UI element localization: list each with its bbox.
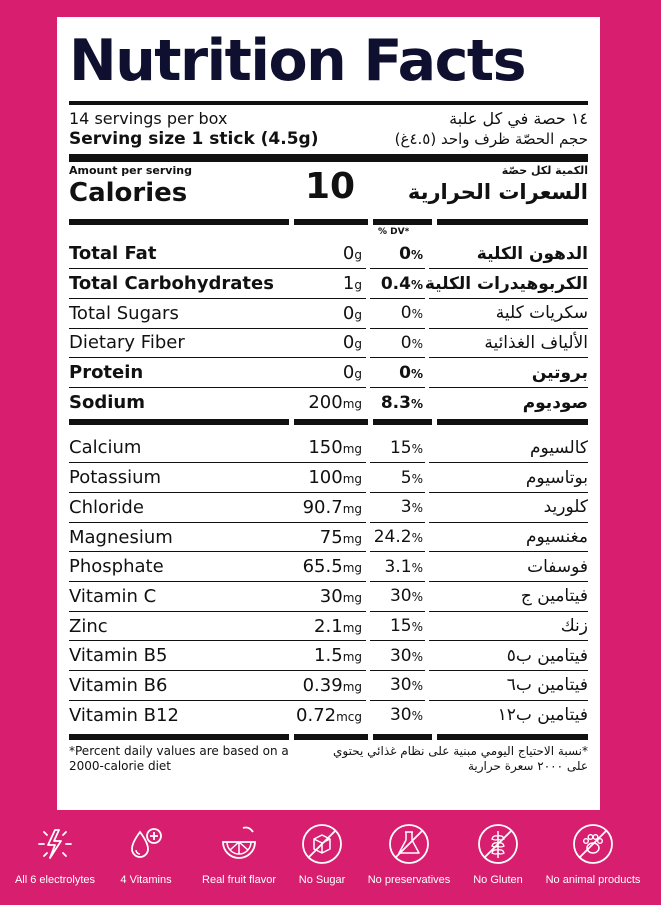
servings-per-box-en: 14 servings per box	[69, 109, 228, 128]
amount-value: 65.5	[302, 556, 343, 578]
percent-sign: %	[410, 277, 423, 292]
nutrient-name: Dietary Fiber	[69, 328, 289, 358]
amount-unit: mg	[342, 679, 362, 694]
nutrient-amount	[289, 328, 368, 358]
percent-sign: %	[411, 471, 423, 486]
dv-value: 0	[399, 362, 411, 383]
nutrient-name: Calcium	[69, 433, 289, 463]
amount-value: 0	[342, 302, 355, 324]
amount-value: 90.7	[302, 496, 343, 518]
badge-label: All 6 electrolytes	[14, 874, 96, 886]
nutrient-dv	[368, 298, 427, 328]
nutrient-name: Protein	[69, 358, 289, 388]
segmented-divider	[69, 419, 588, 425]
badge-item	[472, 818, 524, 870]
percent-sign: %	[411, 441, 423, 456]
nutrient-dv	[368, 611, 427, 641]
footnote	[69, 744, 588, 774]
nutrient-amount	[289, 522, 368, 552]
percent-sign: %	[411, 590, 423, 605]
percent-sign: %	[410, 396, 423, 411]
no-sugar-cube-icon	[296, 818, 348, 870]
amount-unit: mg	[342, 531, 362, 546]
page-title: Nutrition Facts	[69, 28, 526, 94]
amount-value: 200	[308, 392, 343, 414]
nutrient-name-ar: زنك	[427, 611, 588, 641]
amount-unit: mg	[342, 561, 362, 576]
badge-item	[213, 818, 265, 870]
dv-value: 24.2	[373, 527, 412, 548]
nutrient-name: Magnesium	[69, 522, 289, 552]
divider	[69, 154, 588, 162]
dv-value: 0.4	[380, 273, 411, 294]
dv-value: 30	[389, 675, 412, 696]
calories-label-ar: السعرات الحرارية	[407, 180, 588, 204]
dv-header-label: % DV*	[378, 227, 410, 237]
nutrient-dv	[368, 582, 427, 612]
nutrient-amount	[289, 298, 368, 328]
table-row	[69, 387, 588, 417]
percent-sign: %	[411, 307, 423, 322]
nutrient-dv	[368, 328, 427, 358]
nutrient-name-ar: صوديوم	[522, 392, 588, 413]
calories-value: 10	[305, 166, 356, 207]
amount-value: 2.1	[314, 615, 343, 637]
citrus-slice-icon	[213, 818, 265, 870]
nutrient-name-ar: بوتاسيوم	[427, 463, 588, 493]
nutrient-amount	[289, 641, 368, 671]
nutrient-dv	[368, 552, 427, 582]
calories-label-en: Calories	[69, 178, 188, 208]
nutrient-name: Zinc	[69, 611, 289, 641]
nutrient-amount	[289, 671, 368, 701]
amount-value: 100	[308, 467, 343, 489]
minerals-table	[69, 433, 588, 730]
nutrient-name: Vitamin B5	[69, 641, 289, 671]
nutrient-name-ar: فيتامين ب٥	[427, 641, 588, 671]
nutrient-name-ar: سكريات كلية	[427, 298, 588, 328]
nutrition-panel	[57, 17, 600, 810]
nutrient-name: Total Carbohydrates	[69, 269, 289, 299]
nutrient-name: Vitamin B6	[69, 671, 289, 701]
table-row	[69, 522, 588, 552]
nutrient-name-ar: فيتامين ج	[427, 582, 588, 612]
amount-unit: mg	[342, 620, 362, 635]
nutrient-amount	[289, 611, 368, 641]
nutrient-amount	[289, 700, 368, 730]
badge-label: Real fruit flavor	[202, 874, 276, 886]
nutrient-dv	[368, 522, 427, 552]
percent-sign: %	[411, 679, 423, 694]
divider	[69, 101, 588, 105]
nutrient-name-ar: بروتين	[427, 358, 588, 388]
amount-per-serving-en: Amount per serving	[69, 164, 192, 177]
nutrient-dv	[368, 269, 427, 299]
amount-unit: g	[354, 367, 362, 382]
footnote-en: *Percent daily values are based on a 2000-calorie diet	[69, 744, 289, 773]
badge-item	[567, 818, 619, 870]
segmented-divider	[69, 734, 588, 740]
lightning-spark-icon	[29, 818, 81, 870]
serving-size-en: Serving size 1 stick (4.5g)	[69, 129, 319, 149]
nutrient-name-ar: فيتامين ب٦	[427, 671, 588, 701]
nutrient-dv	[368, 700, 427, 730]
no-paw-icon	[567, 818, 619, 870]
amount-unit: mg	[342, 397, 362, 412]
nutrient-name: Total Sugars	[69, 298, 289, 328]
table-row	[69, 493, 588, 523]
amount-value: 1.5	[314, 645, 343, 667]
nutrient-name: Total Fat	[69, 239, 289, 269]
dv-value: 30	[389, 586, 412, 607]
percent-sign: %	[411, 649, 423, 664]
badge-item	[29, 818, 81, 870]
nutrient-amount	[289, 358, 368, 388]
nutrient-name-ar: كالسيوم	[427, 433, 588, 463]
dv-value: 0	[399, 243, 411, 264]
dv-value: 8.3	[380, 392, 411, 413]
nutrient-amount	[289, 239, 368, 269]
amount-unit: mg	[342, 442, 362, 457]
nutrient-name: Vitamin B12	[69, 704, 179, 726]
nutrient-name: Sodium	[69, 392, 145, 414]
serving-size-ar: حجم الحصّة ظرف واحد (٤.٥غ)	[394, 130, 588, 148]
table-row	[69, 671, 588, 701]
amount-value: 0	[342, 332, 355, 354]
dv-value: 0	[400, 303, 412, 324]
amount-value: 30	[319, 585, 343, 607]
amount-value: 0	[342, 362, 355, 384]
calories-block	[69, 162, 588, 216]
percent-sign: %	[410, 247, 423, 262]
servings-per-box-row	[69, 108, 588, 129]
nutrient-name-ar: الكربوهيدرات الكلية	[427, 269, 588, 299]
dv-value: 30	[389, 705, 412, 726]
dv-value: 3	[400, 497, 412, 518]
table-row	[69, 298, 588, 328]
no-flask-icon	[383, 818, 435, 870]
table-row	[69, 269, 588, 299]
amount-unit: mg	[342, 501, 362, 516]
percent-sign: %	[411, 560, 423, 575]
dv-value: 0	[400, 332, 412, 353]
badge-label: No preservatives	[367, 874, 451, 886]
nutrient-name-ar: فيتامين ب١٢	[497, 705, 588, 726]
amount-unit: g	[354, 307, 362, 322]
nutrient-name: Vitamin C	[69, 582, 289, 612]
nutrient-name: Phosphate	[69, 552, 289, 582]
amount-value: 0.39	[302, 674, 343, 696]
amount-value: 1	[342, 273, 355, 295]
percent-sign: %	[411, 531, 423, 546]
nutrient-amount	[289, 493, 368, 523]
dv-value: 30	[389, 645, 412, 666]
table-row	[69, 700, 588, 730]
badge-label: No Gluten	[473, 874, 523, 886]
dv-header	[69, 225, 588, 239]
amount-unit: g	[354, 337, 362, 352]
droplets-plus-icon	[120, 818, 172, 870]
amount-value: 150	[308, 437, 343, 459]
nutrient-dv	[368, 493, 427, 523]
servings-per-box-ar: ١٤ حصة في كل علبة	[449, 109, 588, 128]
badge-item	[383, 818, 435, 870]
amount-unit: mg	[342, 472, 362, 487]
nutrient-amount	[289, 552, 368, 582]
no-wheat-icon	[472, 818, 524, 870]
percent-sign: %	[411, 709, 423, 724]
badge-item	[120, 818, 172, 870]
dv-value: 15	[389, 437, 412, 458]
amount-value: 0	[342, 243, 355, 265]
nutrient-name: Chloride	[69, 493, 289, 523]
badge-item	[296, 818, 348, 870]
nutrient-dv	[368, 641, 427, 671]
nutrient-dv	[368, 387, 427, 417]
feature-badges	[0, 818, 661, 905]
table-row	[69, 582, 588, 612]
dv-value: 15	[389, 616, 412, 637]
serving-size-row	[69, 129, 588, 150]
badge-label: No Sugar	[298, 874, 346, 886]
nutrient-dv	[368, 671, 427, 701]
table-row	[69, 433, 588, 463]
footnote-ar: *نسبة الاحتياج اليومي مبنية على نظام غذائي يحتوي على ٢٠٠٠ سعرة حرارية	[333, 744, 588, 773]
percent-sign: %	[411, 620, 423, 635]
percent-sign: %	[411, 501, 423, 516]
amount-value: 75	[319, 526, 343, 548]
badge-label: No animal products	[545, 874, 641, 886]
nutrient-dv	[368, 239, 427, 269]
nutrient-name: Potassium	[69, 463, 289, 493]
percent-sign: %	[411, 336, 423, 351]
nutrient-name-ar: فوسفات	[427, 552, 588, 582]
nutrient-name-ar: كلوريد	[427, 493, 588, 523]
nutrient-amount	[289, 433, 368, 463]
nutrient-name-ar: مغنسيوم	[427, 522, 588, 552]
nutrient-name-ar: الدهون الكلية	[427, 239, 588, 269]
table-row	[69, 463, 588, 493]
nutrient-amount	[289, 387, 368, 417]
nutrient-name-ar: الألياف الغذائية	[427, 328, 588, 358]
nutrient-dv	[368, 433, 427, 463]
table-row	[69, 358, 588, 388]
table-row	[69, 239, 588, 269]
amount-value: 0.72	[296, 704, 337, 726]
amount-unit: g	[354, 278, 362, 293]
table-row	[69, 328, 588, 358]
percent-sign: %	[410, 366, 423, 381]
nutrient-amount	[289, 269, 368, 299]
table-row	[69, 611, 588, 641]
amount-unit: mg	[342, 590, 362, 605]
macros-table	[69, 239, 588, 417]
dv-value: 3.1	[384, 556, 412, 577]
badge-label: 4 Vitamins	[120, 874, 172, 886]
nutrient-dv	[368, 358, 427, 388]
nutrient-amount	[289, 463, 368, 493]
nutrient-dv	[368, 463, 427, 493]
dv-value: 5	[400, 467, 412, 488]
nutrient-amount	[289, 582, 368, 612]
amount-unit: mcg	[336, 709, 362, 724]
table-row	[69, 641, 588, 671]
table-row	[69, 552, 588, 582]
amount-unit: mg	[342, 650, 362, 665]
amount-unit: g	[354, 248, 362, 263]
amount-per-serving-ar: الكمية لكل حصّة	[501, 164, 588, 177]
